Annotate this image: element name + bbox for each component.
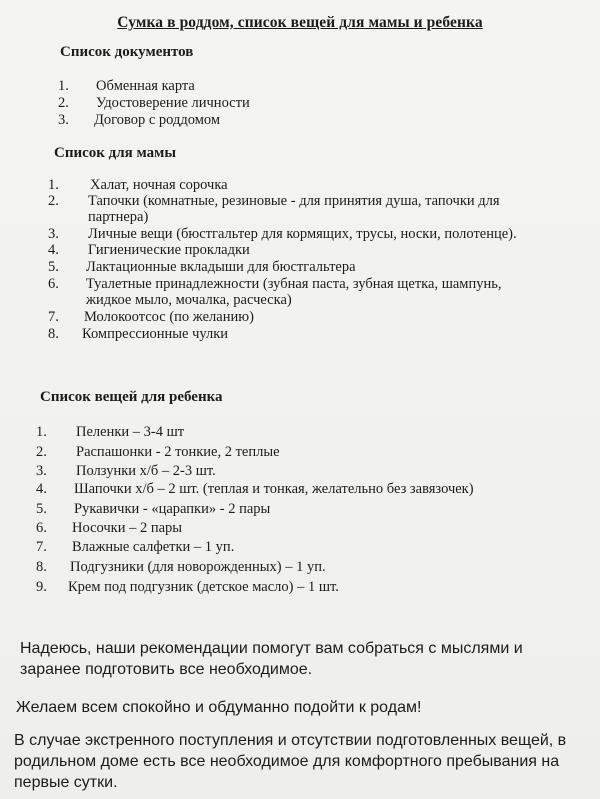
- item-number: 7.: [48, 309, 59, 325]
- list-item: [36, 501, 576, 520]
- list-item: [36, 444, 576, 463]
- list-item: [48, 193, 558, 226]
- item-number: 1.: [36, 424, 47, 440]
- item-text: Лактационные вкладыши для бюстгальтера: [86, 259, 356, 275]
- mom-list: [48, 177, 558, 343]
- list-item: [36, 481, 576, 501]
- closing-paragraph-1: Надеюсь, наши рекомендации помогут вам собраться с мыслями и заранее подготовить все необходимое.: [20, 640, 523, 678]
- list-item: [48, 309, 558, 326]
- item-text: Удостоверение личности: [96, 95, 250, 111]
- item-number: 2.: [48, 193, 59, 209]
- item-number: 3.: [36, 463, 47, 479]
- item-number: 4.: [36, 481, 47, 497]
- item-text: Пеленки – 3-4 шт: [76, 424, 185, 440]
- baby-heading: Список вещей для ребенка: [40, 389, 223, 405]
- documents-heading: Список документов: [60, 44, 194, 60]
- item-text: Гигиенические прокладки: [88, 242, 250, 258]
- item-text: Распашонки - 2 тонкие, 2 теплые: [76, 444, 280, 460]
- item-number: 6.: [36, 520, 47, 536]
- item-text: Рукавички - «царапки» - 2 пары: [74, 501, 271, 517]
- item-number: 8.: [48, 326, 59, 342]
- item-text: Халат, ночная сорочка: [90, 177, 228, 193]
- list-item: [48, 259, 558, 276]
- item-text: Обменная карта: [96, 78, 195, 94]
- item-number: 1.: [58, 78, 69, 94]
- item-text: Тапочки (комнатные, резиновые - для принятия душа, тапочки для партнера): [88, 193, 500, 225]
- list-item: [36, 424, 576, 444]
- item-number: 5.: [36, 501, 47, 517]
- documents-list: [58, 78, 558, 129]
- item-number: 3.: [48, 226, 59, 242]
- item-number: 2.: [36, 444, 47, 460]
- list-item: [48, 226, 558, 242]
- list-item: [48, 242, 558, 259]
- item-text: Влажные салфетки – 1 уп.: [72, 539, 235, 555]
- item-text: Личные вещи (бюстгальтер для кормящих, трусы, носки, полотенце).: [88, 226, 517, 242]
- mom-heading: Список для мамы: [54, 145, 177, 161]
- item-text: Носочки – 2 пары: [72, 520, 183, 536]
- item-number: 9.: [36, 579, 47, 595]
- item-text: Шапочки х/б – 2 шт. (теплая и тонкая, желательно без завязочек): [74, 481, 474, 497]
- closing-paragraph-3: В случае экстренного поступления и отсутствии подготовленных вещей, в родильном доме есть все необходимое для комфортного пребывания на первые сутки.: [14, 732, 567, 791]
- item-text: Молокоотсос (по желанию): [84, 309, 254, 325]
- list-item: [58, 95, 558, 112]
- item-number: 6.: [48, 276, 59, 292]
- item-number: 4.: [48, 242, 59, 258]
- item-number: 3.: [58, 112, 69, 128]
- list-item: [48, 276, 558, 309]
- item-number: 5.: [48, 259, 59, 275]
- closing-paragraph-2: Желаем всем спокойно и обдуманно подойти к родам!: [16, 699, 422, 716]
- item-text: Ползунки х/б – 2-3 шт.: [76, 463, 216, 479]
- page-title: Сумка в роддом, список вещей для мамы и ребенка: [117, 14, 483, 31]
- list-item: [36, 579, 576, 599]
- item-text: Компрессионные чулки: [82, 326, 229, 342]
- list-item: [48, 326, 558, 343]
- list-item: [36, 520, 576, 539]
- item-text: Подгузники (для новорожденных) – 1 уп.: [70, 559, 326, 575]
- list-item: [58, 112, 558, 129]
- item-text: Туалетные принадлежности (зубная паста, зубная щетка, шампунь, жидкое мыло, мочалка, расческа): [86, 276, 502, 308]
- list-item: [36, 559, 576, 579]
- list-item: [48, 177, 558, 193]
- list-item: [58, 78, 558, 95]
- item-text: Крем под подгузник (детское масло) – 1 шт.: [68, 579, 339, 595]
- baby-list: [36, 424, 576, 599]
- item-number: 2.: [58, 95, 69, 111]
- item-number: 1.: [48, 177, 59, 193]
- list-item: [36, 539, 576, 559]
- item-number: 7.: [36, 539, 47, 555]
- list-item: [36, 463, 576, 481]
- item-number: 8.: [36, 559, 47, 575]
- item-text: Договор с роддомом: [94, 112, 221, 128]
